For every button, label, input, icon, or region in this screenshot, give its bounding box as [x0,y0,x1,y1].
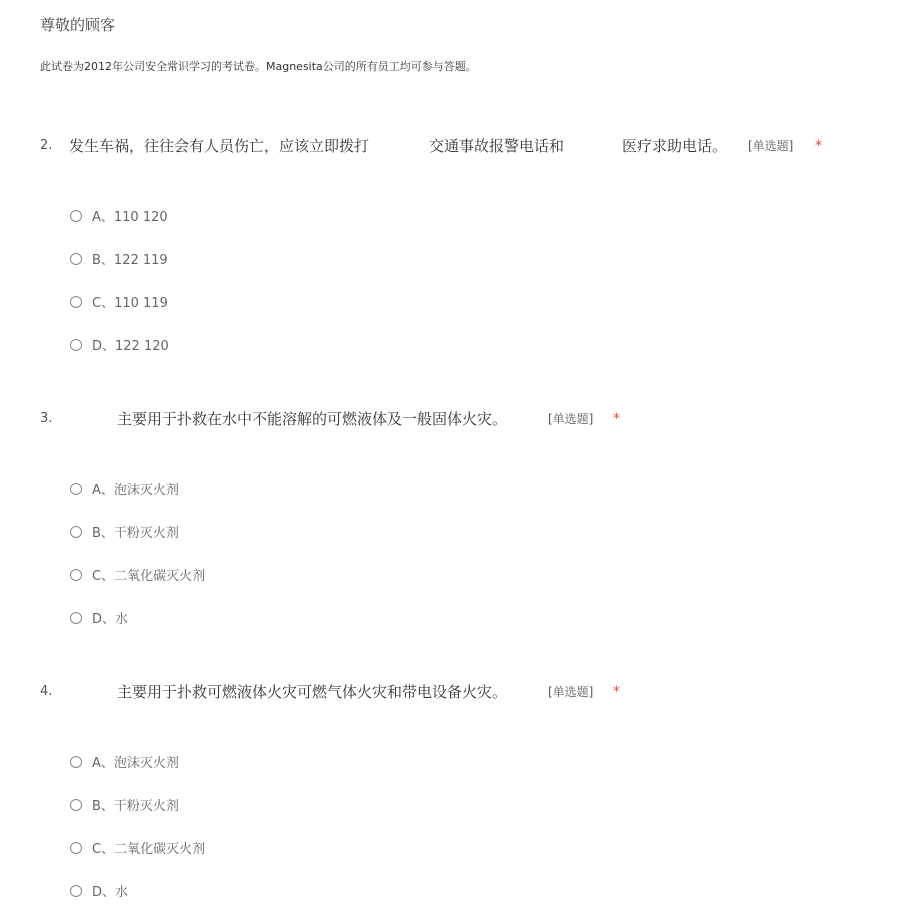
question-type-label: [单选题] [748,139,794,153]
option-label: C、二氧化碳灭火剂 [92,842,206,857]
radio-button[interactable] [70,612,82,624]
question-type-label: [单选题] [548,685,594,699]
question-text-part-1: 发生车祸，往往会有人员伤亡，应该立即拨打 [69,137,370,155]
question-title [40,134,880,158]
option-c[interactable] [70,280,169,323]
option-label: A、110 120 [92,210,168,225]
radio-button[interactable] [70,296,82,308]
required-asterisk: * [815,138,822,154]
option-label: D、水 [92,885,129,900]
question-text-part-3: 医疗求助电话。 [622,137,728,155]
option-label: C、110 119 [92,296,168,311]
option-label: A、泡沫灭火剂 [92,483,179,498]
question-2 [40,134,880,354]
option-b[interactable] [70,783,205,826]
radio-button[interactable] [70,339,82,351]
option-label: D、122 120 [92,339,169,354]
option-label: D、水 [92,612,129,627]
radio-button[interactable] [70,842,82,854]
question-text-part-2: 交通事故报警电话和 [429,137,565,155]
option-b[interactable] [70,510,205,553]
required-asterisk: * [613,684,620,700]
option-label: A、泡沫灭火剂 [92,756,179,771]
question-title [40,407,880,431]
option-a[interactable] [70,740,205,783]
question-text-part-1: 主要用于扑救在水中不能溶解的可燃液体及一般固体火灾。 [117,410,508,428]
question-type-label: [单选题] [548,412,594,426]
option-c[interactable] [70,826,205,869]
option-d[interactable] [70,596,205,639]
question-number: 2. [40,138,53,153]
radio-button[interactable] [70,569,82,581]
option-list [70,740,205,912]
radio-button[interactable] [70,756,82,768]
radio-button[interactable] [70,799,82,811]
option-label: B、干粉灭火剂 [92,526,179,541]
option-list [70,194,169,366]
question-4 [40,680,880,900]
option-d[interactable] [70,869,205,912]
option-label: B、122 119 [92,253,168,268]
radio-button[interactable] [70,210,82,222]
question-number: 3. [40,411,53,426]
option-d[interactable] [70,323,169,366]
option-a[interactable] [70,194,169,237]
radio-button[interactable] [70,885,82,897]
option-label: B、干粉灭火剂 [92,799,179,814]
option-b[interactable] [70,237,169,280]
option-c[interactable] [70,553,205,596]
question-title [40,680,880,704]
radio-button[interactable] [70,253,82,265]
option-a[interactable] [70,467,205,510]
question-text-part-1: 主要用于扑救可燃液体火灾可燃气体火灾和带电设备火灾。 [117,683,508,701]
required-asterisk: * [613,411,620,427]
question-number: 4. [40,684,53,699]
option-list [70,467,205,639]
survey-greeting: 尊敬的顾客 [40,16,116,34]
radio-button[interactable] [70,526,82,538]
question-3 [40,407,880,627]
option-label: C、二氧化碳灭火剂 [92,569,206,584]
survey-intro: 此试卷为2012年公司安全常识学习的考试卷。Magnesita公司的所有员工均可参与答题。 [40,60,477,73]
radio-button[interactable] [70,483,82,495]
